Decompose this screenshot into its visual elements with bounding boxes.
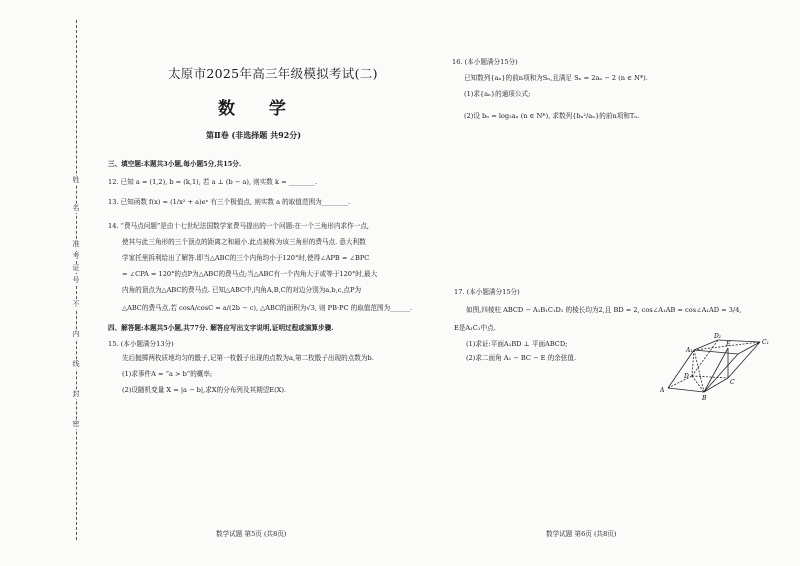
question-14-line: 学家托里拆利给出了解答.即当△ABC的三个内角均小于120°时,使得∠APB = ∠BPC xyxy=(122,254,370,262)
binding-char: 考 xyxy=(68,252,84,261)
question-16-part2: (2)设 bₙ = log₂aₙ (n ∈ N*), 求数列{bₙ²/aₙ}的前n项和Tₙ. xyxy=(464,112,640,120)
prism-figure xyxy=(656,332,776,402)
figure-label: D₁ xyxy=(714,333,722,340)
question-17-stem: E是A₁C₁中点. xyxy=(454,324,496,332)
question-14-line: 使其与此三角形的三个顶点的距离之和最小.此点被称为该三角形的费马点. 意大利数 xyxy=(122,238,366,246)
question-15-header: 15. (本小题满分13分) xyxy=(108,340,174,348)
figure-label: C₁ xyxy=(762,339,769,346)
question-15-stem: 先后抛掷两枚质地均匀的骰子,记第一枚骰子出现的点数为a,第二枚骰子出现的点数为b. xyxy=(122,354,374,362)
footer-right: 数学试题 第6页 (共8页) xyxy=(546,530,617,538)
section3-heading: 三、填空题:本题共3小题,每小题5分,共15分. xyxy=(108,160,242,168)
question-16-stem: 已知数列{aₙ}的前n项和为Sₙ,且满足 Sₙ = 2aₙ − 2 (n ∈ N*). xyxy=(464,74,648,82)
footer-left: 数学试题 第5页 (共8页) xyxy=(216,530,287,538)
question-14-line: = ∠CPA = 120°的点P为△ABC的费马点;当△ABC有一个内角大于或等于120°时,最大 xyxy=(122,270,378,278)
question-16-header: 16. (本小题满分15分) xyxy=(452,58,518,66)
question-13: 13. 已知函数 f(x) = (1/x² + a)eˣ 有三个极值点, 则实数 a 的取值范围为________. xyxy=(108,198,351,206)
binding-char: 准 xyxy=(68,240,84,249)
part-heading: 第Ⅱ卷 (非选择题 共92分) xyxy=(206,130,302,140)
question-17-stem: 如图,四棱柱 ABCD − A₁B₁C₁D₁ 的棱长均为2,且 BD = 2, cos∠A₁AB = cos∠A₁AD = 3/4, xyxy=(466,306,742,314)
binding-char: 封 xyxy=(68,390,84,399)
question-15-part1: (1)求事件A = “a > b”的概率; xyxy=(122,370,213,378)
question-16-part1: (1)求{aₙ}的通项公式; xyxy=(464,90,531,98)
binding-char: 姓 xyxy=(68,176,84,185)
figure-label: E xyxy=(726,341,731,348)
question-17-part1: (1)求证:平面A₁BD ⊥ 平面ABCD; xyxy=(466,340,568,348)
section4-heading: 四、解答题:本题共5小题,共77分. 解答应写出文字说明,证明过程或演算步骤. xyxy=(108,324,334,332)
question-14-line: 14. “费马点问题”是由十七世纪法国数学家费马提出的一个问题:在一个三角形内求作一点, xyxy=(108,222,370,230)
binding-char: 密 xyxy=(68,420,84,429)
binding-char: 内 xyxy=(68,330,84,339)
binding-char: 号 xyxy=(68,276,84,285)
exam-title: 太原市2025年高三年级模拟考试(二) xyxy=(168,66,378,81)
binding-char: 证 xyxy=(68,264,84,273)
figure-label: D xyxy=(684,373,689,380)
question-17-part2: (2)求二面角 A₁ − BC − E 的余弦值. xyxy=(466,354,577,362)
binding-char: 线 xyxy=(68,360,84,369)
question-14-line: 内角的顶点为△ABC的费马点. 已知△ABC中,内角A,B,C的对边分别为a,b,c,点P为 xyxy=(122,286,362,294)
question-17-header: 17. (本小题满分15分) xyxy=(454,288,520,296)
question-12: 12. 已知 a = (1,2), b = (k,1), 若 a ⊥ (b − a), 则实数 k = ________. xyxy=(108,178,318,186)
question-14-line: △ABC的费马点,若 cosA/cosC = a/(2b − c), △ABC的面积为√3, 则 PB·PC 的取值范围为______. xyxy=(122,304,413,312)
figure-label: C xyxy=(730,379,735,386)
binding-char: 名 xyxy=(68,204,84,213)
binding-char: 不 xyxy=(68,300,84,309)
question-15-part2: (2)设随机变量 X = |a − b|,求X的分布列及其期望E(X). xyxy=(122,386,287,394)
figure-label: B xyxy=(702,395,707,402)
subject-title: 数 学 xyxy=(218,99,300,119)
figure-label: A xyxy=(660,387,665,394)
figure-label: A₁ xyxy=(686,347,693,354)
